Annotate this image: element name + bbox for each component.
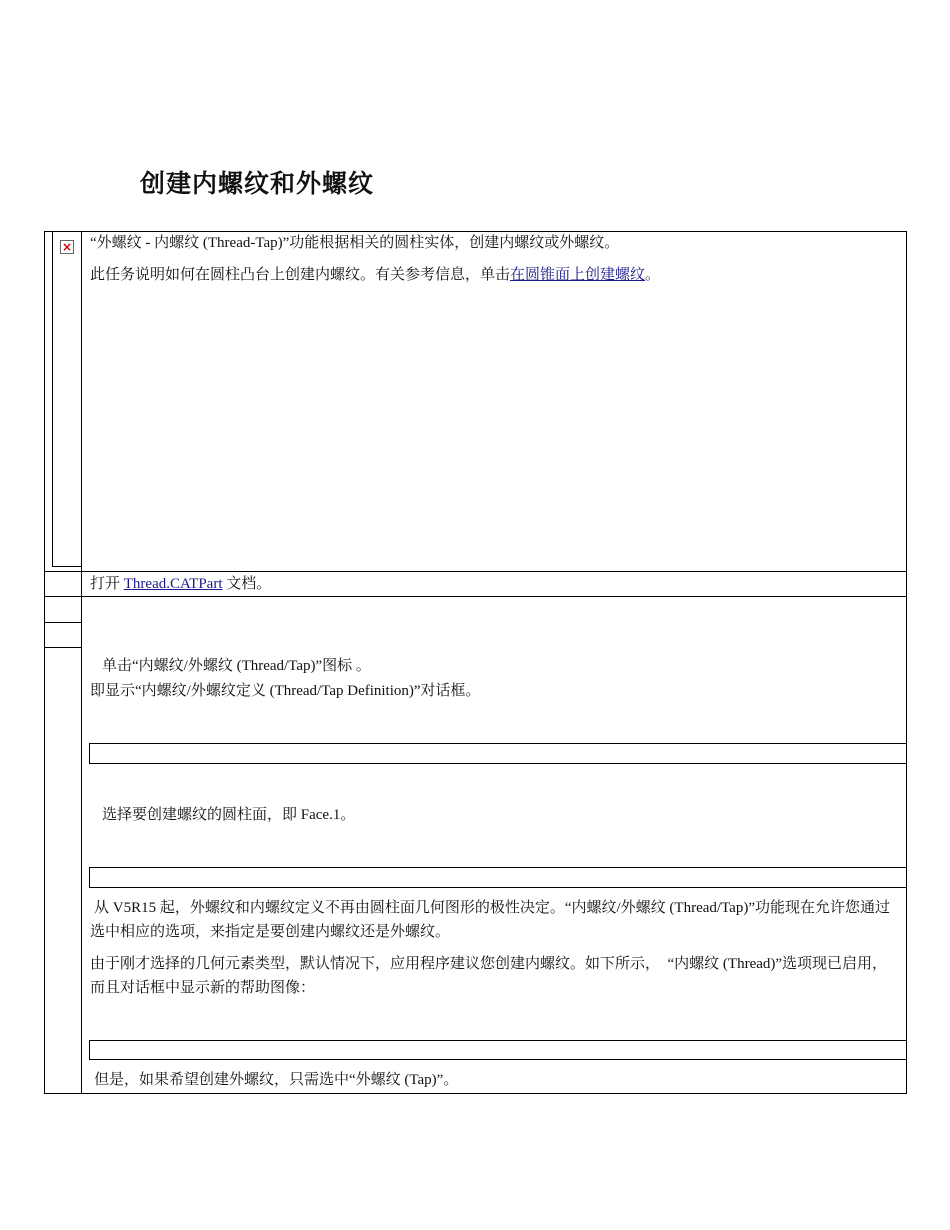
step3-line-1: 选择要创建螺纹的圆柱面，即 Face.1。 bbox=[102, 807, 356, 823]
thread-catpart-link[interactable]: Thread.CATPart bbox=[123, 576, 223, 592]
intro-line-2 bbox=[90, 263, 660, 287]
step4-paragraph-2: 由于刚才选择的几何元素类型，默认情况下，应用程序建议您创建内螺纹。如下所示， “内螺纹 (Thread)”选项现已启用，而且对话框中显示新的帮助图像： bbox=[90, 956, 888, 996]
intro-line-1: “外螺纹 - 内螺纹 (Thread-Tap)”功能根据相关的圆柱实体，创建内螺纹或外螺纹。 bbox=[90, 235, 620, 251]
intro-line-2-prefix: 此任务说明如何在圆柱凸台上创建内螺纹。有关参考信息，单击 bbox=[90, 267, 511, 283]
step1-text bbox=[90, 572, 271, 596]
image-placeholder-1 bbox=[89, 743, 907, 764]
step1-suffix: 文档。 bbox=[222, 576, 272, 592]
step5-line-1: 但是，如果希望创建外螺纹，只需选中“外螺纹 (Tap)”。 bbox=[94, 1072, 459, 1088]
page-title: 创建内螺纹和外螺纹 bbox=[140, 169, 375, 198]
intro-line-2-suffix: 。 bbox=[645, 267, 661, 283]
image-placeholder-3 bbox=[89, 1040, 907, 1060]
image-placeholder-2 bbox=[89, 867, 907, 888]
left-cell-divider-2 bbox=[44, 647, 82, 648]
left-cell-divider-1 bbox=[44, 622, 82, 623]
icon-cell-frame bbox=[52, 231, 82, 567]
step2-line-1: 单击“内螺纹/外螺纹 (Thread/Tap)”图标 。 bbox=[102, 658, 371, 674]
cone-thread-link[interactable]: 在圆锥面上创建螺纹 bbox=[510, 267, 646, 283]
broken-image-icon: × bbox=[61, 240, 73, 254]
step1-prefix: 打开 bbox=[90, 576, 124, 592]
step2-line-2: 即显示“内螺纹/外螺纹定义 (Thread/Tap Definition)”对话框。 bbox=[90, 683, 481, 699]
step4-paragraph-1: 从 V5R15 起，外螺纹和内螺纹定义不再由圆柱面几何图形的极性决定。“内螺纹/外螺纹 (Thread/Tap)”功能现在允许您通过选中相应的选项，来指定是要创建内螺纹还是外螺纹。 bbox=[90, 900, 890, 940]
row-divider-2 bbox=[44, 596, 907, 597]
